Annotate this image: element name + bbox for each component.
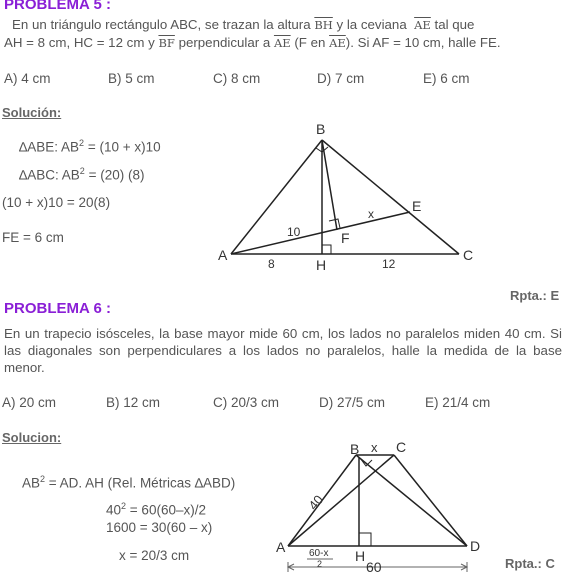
label-hc-12: 12 (382, 257, 396, 271)
label-ab-40: 40 (305, 492, 327, 513)
option-d: D) 7 cm (317, 71, 365, 86)
option-c: C) 20/3 cm (213, 395, 280, 410)
trapezoid-figure (0, 420, 566, 574)
segment-bf: $\overline{BF}$ (158, 36, 175, 50)
segment-ae: $\overline{AE}$ (273, 36, 291, 50)
option-a: A) 20 cm (2, 395, 57, 410)
equation-3: 1600 = 30(60 – x) (106, 520, 213, 535)
label-h: H (355, 548, 366, 564)
equation-3: (10 + x)10 = 20(8) (2, 195, 111, 210)
option-e: E) 21/4 cm (425, 395, 491, 410)
answer-6: Rpta.: C (505, 556, 555, 571)
label-c: C (396, 439, 407, 455)
label-b: B (316, 121, 326, 137)
equation-4: FE = 6 cm (2, 230, 64, 245)
equation-2: $40^2 = 60(60-x)/2$ (106, 501, 206, 518)
label-e: E (412, 198, 422, 214)
problem-5-title: PROBLEMA 5 : (4, 0, 111, 13)
equation-1: $AB^2$ = AD. AH (Rel. Métricas ∆ABD) (22, 474, 236, 491)
label-a: A (218, 247, 228, 263)
segment-bh: $\overline{BH}$ (314, 18, 333, 32)
equation-2: ∆ABC: $AB^2 = (20)$ (8) (19, 166, 145, 183)
label-bc-x: x (371, 440, 378, 455)
fraction-numerator: 60-x (309, 548, 329, 559)
problem-6-title: PROBLEMA 6 : (4, 300, 111, 317)
statement-text: tal que (430, 17, 475, 32)
segment-ae: $\overline{AE}$ (329, 36, 346, 50)
statement-text: y la ceviana (332, 17, 411, 32)
label-f: F (341, 230, 350, 246)
statement-text: perpendicular a (174, 35, 274, 50)
option-b: B) 5 cm (108, 71, 155, 86)
label-af-10: 10 (287, 225, 301, 239)
statement-text: AH = 8 cm, HC = 12 cm y (4, 35, 159, 50)
solution-label: Solución: (2, 105, 62, 120)
label-fe-x: x (368, 207, 374, 221)
statement-text: (F en (290, 35, 330, 50)
option-a: A) 4 cm (4, 71, 51, 86)
equation-1: ∆ABE: $AB^2 = (10 + x)10$ (19, 138, 161, 155)
label-h: H (316, 257, 327, 273)
statement-text: ). Si AF = 10 cm, halle FE. (345, 35, 501, 50)
answer-5: Rpta.: E (510, 288, 560, 303)
label-ad-60: 60 (366, 559, 382, 574)
label-d: D (470, 538, 481, 554)
label-b: B (350, 441, 360, 457)
segment-ae: $\overline{AE}$ (414, 18, 431, 32)
equation-4: x = 20/3 cm (119, 548, 190, 563)
option-c: C) 8 cm (213, 71, 261, 86)
solution-label: Solucion: (2, 430, 62, 445)
fraction-denominator: 2 (317, 559, 323, 569)
option-b: B) 12 cm (106, 395, 161, 410)
problem-6-statement: En un trapecio isósceles, la base mayor mide 60 cm, los lados no paralelos miden 40 cm. Si las diagonales son perpendiculares a los lados no paralelos, halle la medida de la base menor. (4, 326, 562, 375)
statement-text: En un triángulo rectángulo ABC, se trazan la altura (12, 17, 315, 32)
label-c: C (463, 247, 474, 263)
label-a: A (276, 539, 286, 555)
option-d: D) 27/5 cm (319, 395, 386, 410)
option-e: E) 6 cm (423, 71, 470, 86)
label-ah-8: 8 (268, 257, 275, 271)
